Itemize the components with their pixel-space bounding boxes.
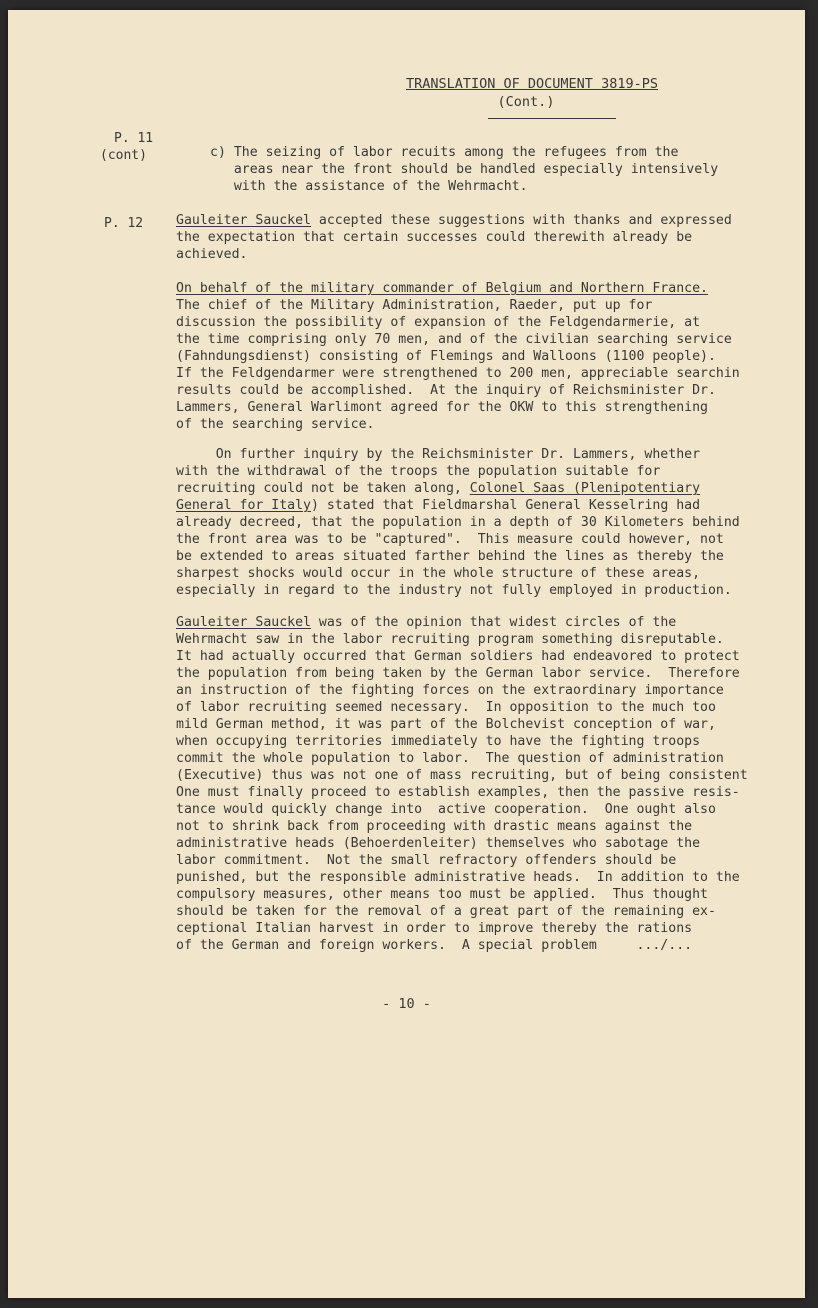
person-name: Gauleiter Sauckel (176, 213, 311, 228)
text-line: the front area was to be "captured". This measure could however, not (176, 532, 724, 547)
text-line: when occupying territories immediately to have the fighting troops (176, 734, 701, 749)
text-line: the time comprising only 70 men, and of the civilian searching service (176, 332, 732, 347)
text-line: of labor recruiting seemed necessary. In opposition to the much too (176, 700, 716, 715)
text-line (176, 480, 700, 497)
text-line: with the assistance of the Wehrmacht. (210, 179, 528, 194)
page-number: - 10 - (382, 996, 431, 1012)
page-ref-p11: P. 11 (114, 131, 154, 146)
text-line: commit the whole population to labor. The question of administration (176, 751, 724, 766)
text-line: an instruction of the fighting forces on the extraordinary importance (176, 683, 724, 698)
text-line: with the withdrawal of the troops the population suitable for (176, 464, 661, 479)
text-line: On further inquiry by the Reichsminister Dr. Lammers, whether (176, 447, 701, 462)
text-span: recruiting could not be taken along, (176, 481, 470, 496)
document-subtitle: (Cont.) (497, 94, 555, 110)
text-line: be extended to areas situated farther behind the lines as thereby the (176, 549, 724, 564)
person-name: Gauleiter Sauckel (176, 615, 311, 630)
text-line: It had actually occurred that German soldiers had endeavored to protect (176, 649, 740, 664)
text-line: results could be accomplished. At the inquiry of Reichsminister Dr. (176, 383, 716, 398)
person-title: General for Italy (176, 498, 311, 513)
text-line: If the Feldgendarmer were strengthened to 200 men, appreciable searchin (176, 366, 740, 381)
section-heading: On behalf of the military commander of Belgium and Northern France. (176, 281, 708, 296)
document-page (8, 10, 805, 1298)
text-line: tance would quickly change into active cooperation. One ought also (176, 802, 716, 817)
text-line: achieved. (176, 247, 248, 262)
text-line: Wehrmacht saw in the labor recruiting program something disreputable. (176, 632, 724, 647)
text-line: should be taken for the removal of a great part of the remaining ex- (176, 904, 716, 919)
text-line: sharpest shocks would occur in the whole structure of these areas, (176, 566, 701, 581)
text-line: the population from being taken by the German labor service. Therefore (176, 666, 740, 681)
document-header (406, 76, 658, 110)
text-line: Lammers, General Warlimont agreed for the OKW to this strengthening (176, 400, 708, 415)
text-line: areas near the front should be handled especially intensively (210, 162, 719, 177)
text-span: ) stated that Fieldmarshal General Kesselring had (310, 498, 701, 513)
text-line: mild German method, it was part of the Bolchevist conception of war, (176, 717, 716, 732)
text-span: was of the opinion that widest circles of the (310, 615, 677, 630)
person-name: Colonel Saas (Plenipotentiary (469, 481, 701, 496)
document-title: TRANSLATION OF DOCUMENT 3819-PS (406, 76, 658, 92)
text-line: already decreed, that the population in a depth of 30 Kilometers behind (176, 515, 740, 530)
text-line: administrative heads (Behoerdenleiter) themselves who sabotage the (176, 836, 701, 851)
text-line: One must finally proceed to establish examples, then the passive resis- (176, 785, 740, 800)
text-line (176, 212, 732, 229)
text-line: punished, but the responsible administrative heads. In addition to the (176, 870, 740, 885)
text-line: (Executive) thus was not one of mass recruiting, but of being consistent (176, 768, 748, 783)
text-line (176, 614, 676, 631)
text-line: ceptional Italian harvest in order to improve thereby the rations (176, 921, 693, 936)
text-line (176, 497, 700, 514)
text-line: compulsory measures, other means too must be applied. Thus thought (176, 887, 708, 902)
text-span: accepted these suggestions with thanks and expressed (310, 213, 732, 228)
page-ref-p11-cont: (cont) (100, 148, 147, 163)
text-line: (Fahndungsdienst) consisting of Flemings and Walloons (1100 people). (176, 349, 716, 364)
text-line: discussion the possibility of expansion of the Feldgendarmerie, at (176, 315, 701, 330)
text-line: labor commitment. Not the small refractory offenders should be (176, 853, 677, 868)
text-line: not to shrink back from proceeding with drastic means against the (176, 819, 693, 834)
text-line: c) The seizing of labor recuits among the refugees from the (210, 145, 679, 160)
page-ref-p12: P. 12 (104, 216, 144, 231)
text-line: of the searching service. (176, 417, 375, 432)
header-rule (488, 118, 616, 119)
text-line: the expectation that certain successes could therewith already be (176, 230, 693, 245)
text-line: especially in regard to the industry not fully employed in production. (176, 583, 732, 598)
text-line: of the German and foreign workers. A special problem .../... (176, 938, 693, 953)
text-line: The chief of the Military Administration, Raeder, put up for (176, 298, 653, 313)
